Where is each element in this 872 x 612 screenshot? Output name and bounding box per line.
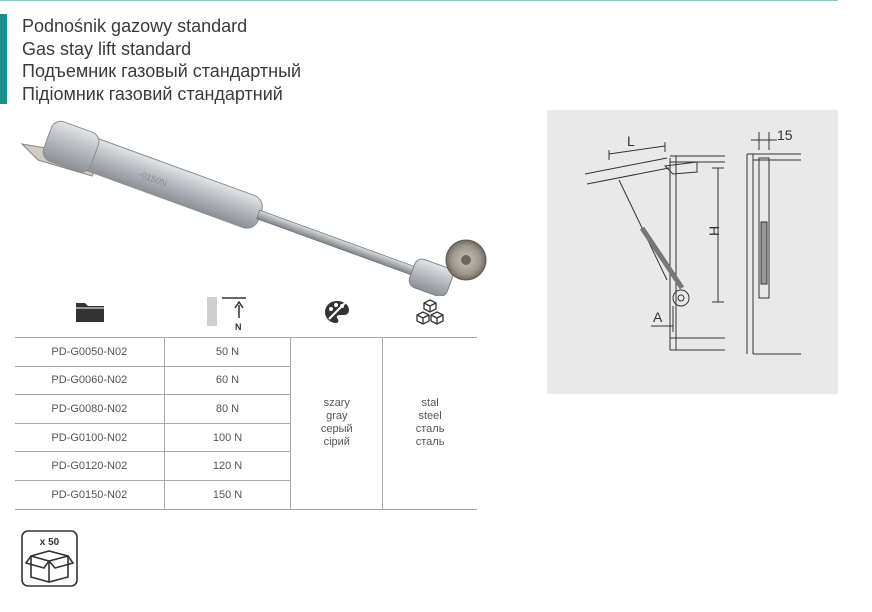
product-table xyxy=(15,337,477,510)
material-en: steel xyxy=(418,410,442,423)
material-cell xyxy=(383,338,477,510)
installation-diagram xyxy=(547,110,838,394)
color-uk: сірий xyxy=(323,436,350,449)
table-row xyxy=(15,338,477,367)
top-rule xyxy=(0,0,838,1)
package-quantity-label: x 50 xyxy=(39,537,60,548)
material-cubes-icon xyxy=(414,298,446,328)
title-polish: Podnośnik gazowy standard xyxy=(22,16,248,36)
color-pl: szary xyxy=(323,397,350,410)
title-english: Gas stay lift standard xyxy=(22,38,192,59)
product-titles xyxy=(22,15,301,105)
color-ru: серый xyxy=(320,423,353,436)
force-value: 150 N xyxy=(164,480,291,509)
product-code: PD-G0050-N02 xyxy=(15,338,164,367)
dimension-label-h: H xyxy=(706,225,722,236)
package-quantity-icon xyxy=(21,530,78,587)
gas-strut-image xyxy=(18,118,488,296)
force-unit-label: N xyxy=(235,322,242,332)
accent-bar xyxy=(0,14,7,104)
product-code: PD-G0150-N02 xyxy=(15,480,164,509)
force-value: 60 N xyxy=(164,366,291,395)
title-russian: Подъемник газовый стандартный xyxy=(22,61,302,81)
strut-body-marking: -0150N xyxy=(137,168,169,189)
force-value: 50 N xyxy=(164,338,291,367)
force-value: 80 N xyxy=(164,395,291,424)
product-code: PD-G0060-N02 xyxy=(15,366,164,395)
dimension-label-15: 15 xyxy=(777,127,793,143)
product-code: PD-G0080-N02 xyxy=(15,395,164,424)
folder-icon xyxy=(75,299,105,323)
force-value: 100 N xyxy=(164,423,291,452)
color-palette-icon xyxy=(323,299,351,325)
product-code: PD-G0100-N02 xyxy=(15,423,164,452)
force-icon xyxy=(206,296,250,332)
material-uk: сталь xyxy=(415,436,445,449)
force-value: 120 N xyxy=(164,452,291,481)
title-ukrainian: Підіомник газовий стандартний xyxy=(22,83,283,104)
material-pl: stal xyxy=(421,397,439,410)
dimension-label-l: L xyxy=(627,133,635,149)
material-ru: сталь xyxy=(415,423,445,436)
color-en: gray xyxy=(326,410,348,423)
dimension-label-a: A xyxy=(653,309,663,325)
color-cell xyxy=(291,338,383,510)
product-code: PD-G0120-N02 xyxy=(15,452,164,481)
